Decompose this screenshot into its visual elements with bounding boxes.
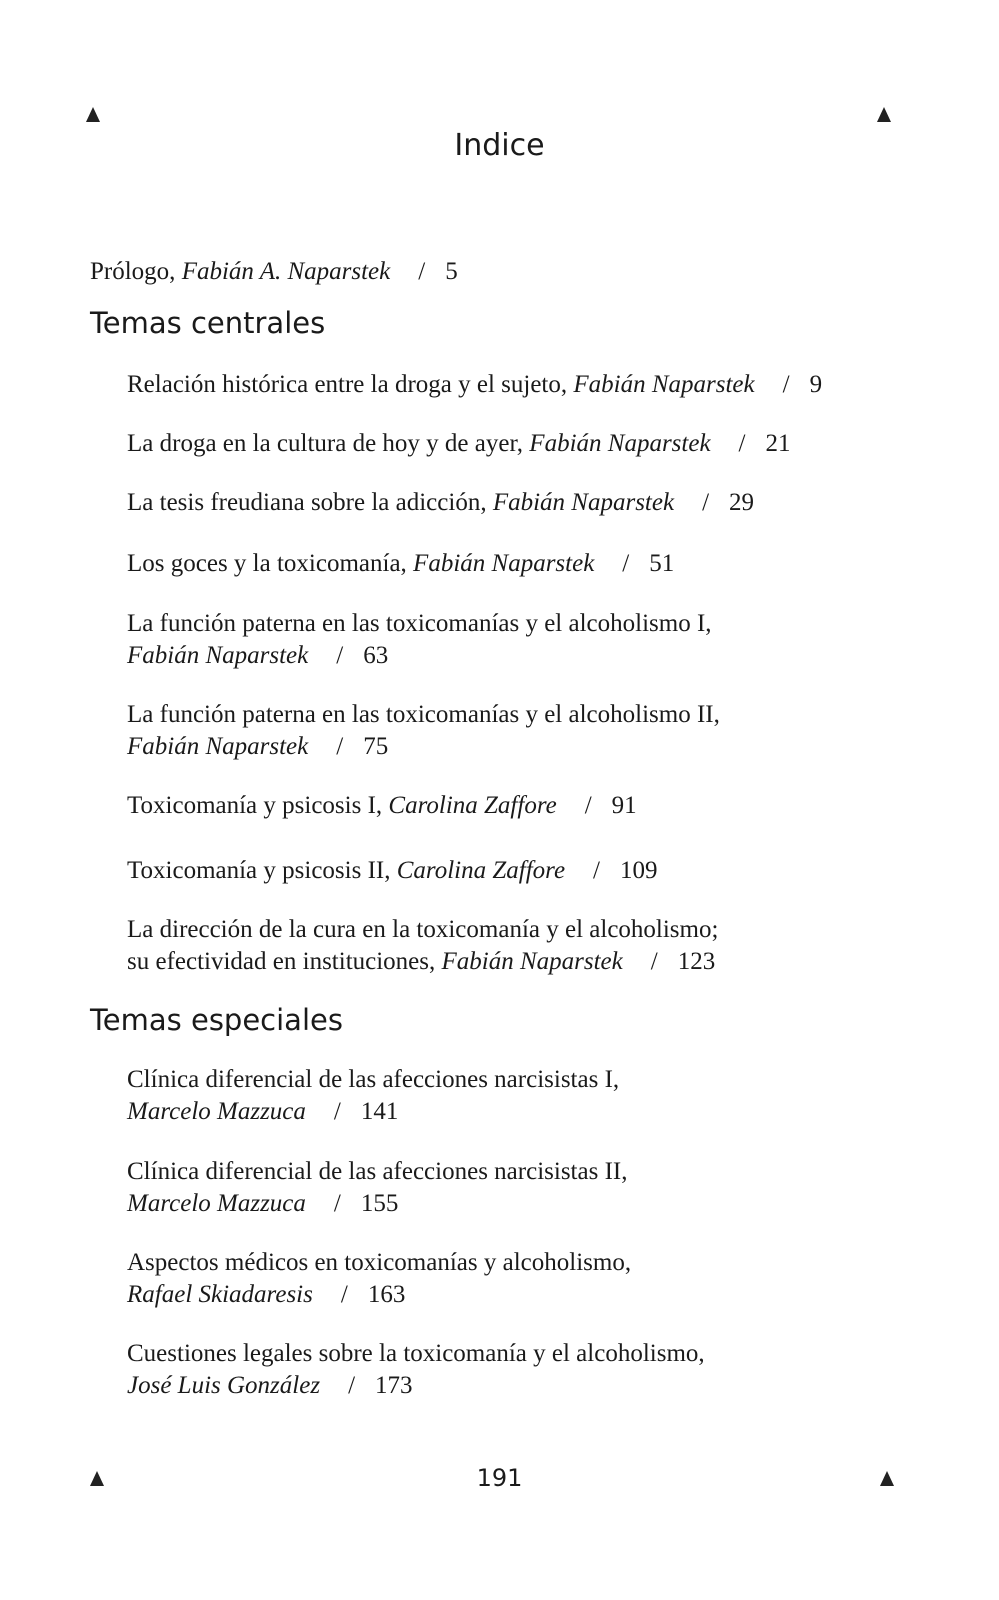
entry-separator: /	[593, 857, 600, 884]
entry-separator: /	[584, 792, 592, 819]
entry-page: 9	[809, 371, 823, 398]
entry-author: Rafael Skiadaresis	[127, 1281, 313, 1308]
entry-page: 173	[375, 1372, 413, 1399]
entry-title: Los goces y la toxicomanía,	[127, 550, 414, 577]
toc-entry	[127, 855, 658, 887]
entry-title: Clínica diferencial de las afecciones narcisistas II,	[127, 1158, 628, 1185]
entry-separator: /	[348, 1372, 356, 1399]
page-number: 191	[476, 1464, 523, 1492]
toc-entry	[127, 608, 712, 672]
entry-separator: /	[340, 1281, 348, 1308]
entry-title: La tesis freudiana sobre la adicción,	[127, 489, 493, 516]
toc-entry-prologue	[90, 256, 458, 288]
toc-entry	[127, 548, 674, 580]
entry-author: Carolina Zaffore	[396, 857, 566, 884]
entry-author: Marcelo Mazzuca	[127, 1190, 306, 1217]
entry-page: 109	[620, 857, 658, 884]
toc-entry	[127, 1338, 705, 1402]
entry-page: 123	[677, 948, 716, 975]
toc-entry	[127, 1247, 631, 1311]
entry-author: Fabián Naparstek	[573, 371, 755, 398]
entry-title-cont: su efectividad en instituciones,	[127, 948, 442, 975]
entry-page: 141	[360, 1098, 399, 1125]
entry-page: 63	[363, 642, 389, 669]
section-heading-temas-especiales: Temas especiales	[90, 1003, 343, 1037]
toc-entry	[127, 428, 791, 460]
entry-author: Fabián A. Naparstek	[181, 258, 391, 285]
entry-separator: /	[336, 642, 344, 669]
entry-page: 5	[445, 258, 458, 285]
toc-entry	[127, 914, 718, 978]
section-heading-temas-centrales: Temas centrales	[90, 306, 326, 340]
entry-separator: /	[333, 1098, 341, 1125]
entry-title: La función paterna en las toxicomanías y el alcoholismo I,	[127, 610, 712, 637]
entry-page: 163	[367, 1281, 406, 1308]
entry-separator: /	[336, 733, 344, 760]
page-title: Indice	[454, 128, 545, 163]
toc-entry	[127, 699, 720, 763]
entry-author: Fabián Naparstek	[127, 733, 309, 760]
entry-title: Cuestiones legales sobre la toxicomanía y el alcoholismo,	[127, 1340, 705, 1367]
entry-page: 155	[360, 1190, 399, 1217]
entry-title: Toxicomanía y psicosis II,	[127, 857, 397, 884]
entry-title: Clínica diferencial de las afecciones narcisistas I,	[127, 1066, 620, 1093]
entry-separator: /	[650, 948, 658, 975]
entry-page: 21	[765, 430, 791, 457]
entry-title: La dirección de la cura en la toxicomanía y el alcoholismo;	[127, 916, 719, 943]
entry-page: 29	[729, 489, 755, 516]
toc-entry	[127, 369, 822, 401]
entry-author: Carolina Zaffore	[388, 792, 557, 819]
entry-page: 91	[611, 792, 637, 819]
entry-author: Fabián Naparstek	[529, 430, 711, 457]
entry-separator: /	[418, 258, 426, 285]
entry-author: Fabián Naparstek	[492, 489, 675, 516]
entry-page: 51	[649, 550, 675, 577]
crop-mark-icon	[877, 107, 891, 122]
entry-separator: /	[622, 550, 630, 577]
entry-author: Fabián Naparstek	[127, 642, 309, 669]
entry-title: Relación histórica entre la droga y el sujeto,	[127, 371, 574, 398]
entry-title: La función paterna en las toxicomanías y el alcoholismo II,	[127, 701, 720, 728]
entry-author: José Luis González	[127, 1372, 321, 1399]
crop-mark-icon	[86, 107, 100, 122]
entry-author: Fabián Naparstek	[441, 948, 623, 975]
entry-separator: /	[738, 430, 746, 457]
entry-title: Aspectos médicos en toxicomanías y alcoholismo,	[127, 1249, 632, 1276]
entry-separator: /	[702, 489, 710, 516]
entry-title: Toxicomanía y psicosis I,	[127, 792, 389, 819]
entry-page: 75	[363, 733, 389, 760]
entry-separator: /	[333, 1190, 341, 1217]
toc-entry	[127, 1156, 627, 1220]
entry-title: Prólogo,	[90, 258, 182, 285]
toc-entry	[127, 790, 637, 822]
toc-entry	[127, 487, 754, 519]
entry-separator: /	[782, 371, 790, 398]
entry-title: La droga en la cultura de hoy y de ayer,	[127, 430, 530, 457]
entry-author: Fabián Naparstek	[413, 550, 595, 577]
entry-author: Marcelo Mazzuca	[127, 1098, 306, 1125]
toc-entry	[127, 1064, 619, 1128]
